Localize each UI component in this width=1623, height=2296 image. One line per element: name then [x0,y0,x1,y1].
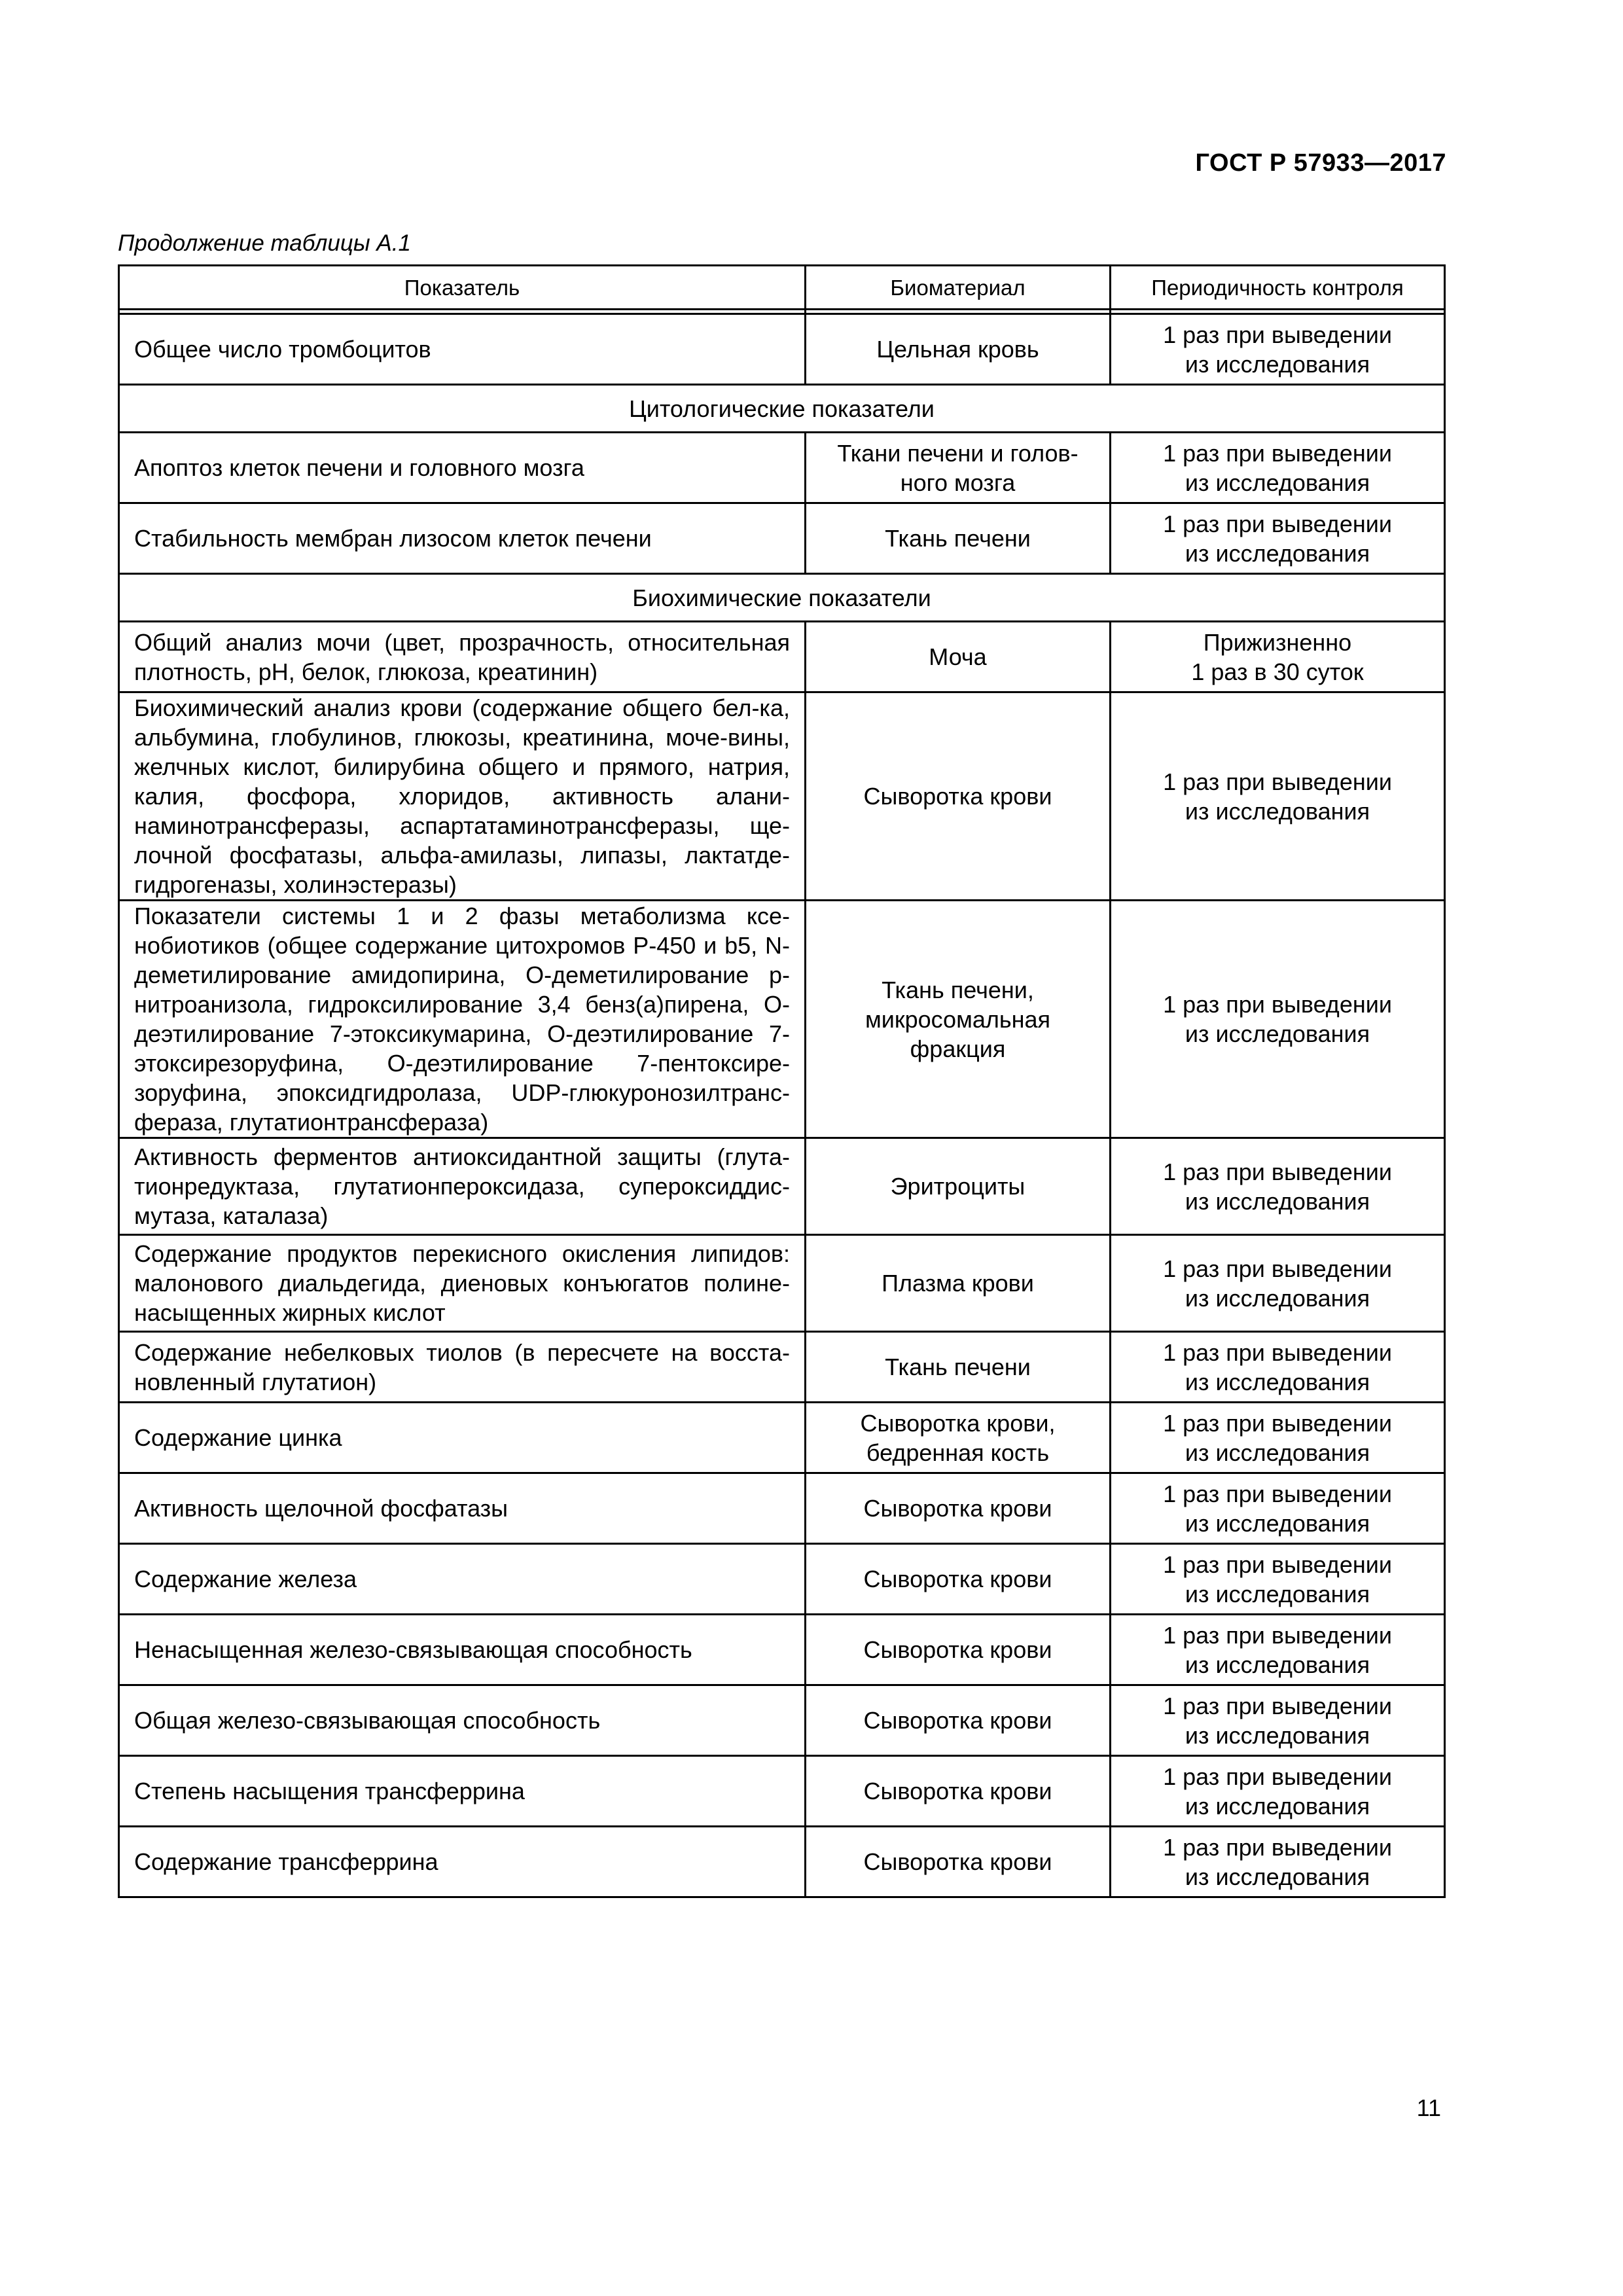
biomaterial-cell: Сыворотка крови [806,1756,1111,1827]
biomaterial-cell: Эритроциты [806,1138,1111,1235]
table-row [119,503,1445,574]
biomaterial-cell: Моча [806,622,1111,692]
biomaterial-cell: Сыворотка крови [806,1615,1111,1685]
biomaterial-cell: Сыворотка крови [806,692,1111,901]
table-row [119,622,1445,692]
indicator-cell: Содержание трансферрина [119,1827,806,1897]
table-caption: Продолжение таблицы А.1 [118,230,411,256]
indicator-cell: Общее число тромбоцитов [119,314,806,385]
table-row [119,901,1445,1138]
table-row [119,1615,1445,1685]
table-row [119,1138,1445,1235]
indicator-cell: Содержание небелковых тиолов (в пересчете на восста-новленный глутатион) [119,1332,806,1403]
indicator-cell: Стабильность мембран лизосом клеток печени [119,503,806,574]
page-number: 11 [1416,2094,1441,2121]
section-row [119,385,1445,433]
indicator-cell: Содержание цинка [119,1403,806,1473]
biomaterial-cell: Сыворотка крови [806,1827,1111,1897]
biomaterial-cell: Сыворотка крови [806,1473,1111,1544]
period-cell: 1 раз при выведении из исследования [1111,1615,1445,1685]
period-cell: 1 раз при выведении из исследования [1111,901,1445,1138]
table-row [119,1685,1445,1756]
indicator-cell: Общий анализ мочи (цвет, прозрачность, относительная плотность, pH, белок, глюкоза, креатинин) [119,622,806,692]
column-header-period: Периодичность контроля [1111,266,1445,310]
biomaterial-cell: Цельная кровь [806,314,1111,385]
biomaterial-cell: Сыворотка крови [806,1544,1111,1615]
period-cell: 1 раз при выведении из исследования [1111,433,1445,503]
period-cell: 1 раз при выведении из исследования [1111,314,1445,385]
table-body [119,310,1445,1897]
header-separator [119,310,1445,314]
period-cell: 1 раз при выведении из исследования [1111,1685,1445,1756]
column-header-biomaterial: Биоматериал [806,266,1111,310]
indicator-cell: Активность ферментов антиоксидантной защиты (глута-тионредуктаза, глутатионпероксидаза, супероксиддис-мутаза, каталаза) [119,1138,806,1235]
indicator-cell: Активность щелочной фосфатазы [119,1473,806,1544]
table-row [119,1544,1445,1615]
period-cell: 1 раз при выведении из исследования [1111,1235,1445,1332]
period-cell: Прижизненно 1 раз в 30 суток [1111,622,1445,692]
biomaterial-cell: Ткань печени [806,503,1111,574]
period-cell: 1 раз при выведении из исследования [1111,1332,1445,1403]
table-row [119,433,1445,503]
indicator-cell: Ненасыщенная железо-связывающая способность [119,1615,806,1685]
indicator-cell: Содержание железа [119,1544,806,1615]
period-cell: 1 раз при выведении из исследования [1111,1756,1445,1827]
biomaterial-cell: Ткани печени и голов- ного мозга [806,433,1111,503]
indicator-cell: Биохимический анализ крови (содержание общего бел-ка, альбумина, глобулинов, глюкозы, креатинина, моче-вины, желчных кислот, билирубина общего и прямого, натрия, калия, фосфора, хлоридов, активность алани-наминотрансферазы, аспартатаминотрансферазы, ще-лочной фосфатазы, альфа-амилазы, липазы, лактатде-гидрогеназы, холинэстеразы) [119,692,806,901]
table-row [119,1403,1445,1473]
biomaterial-cell: Сыворотка крови, бедренная кость [806,1403,1111,1473]
indicator-cell: Общая железо-связывающая способность [119,1685,806,1756]
period-cell: 1 раз при выведении из исследования [1111,503,1445,574]
table-row [119,1235,1445,1332]
section-row [119,574,1445,622]
table-row [119,1473,1445,1544]
table-row [119,692,1445,901]
indicator-cell: Степень насыщения трансферрина [119,1756,806,1827]
biomaterial-cell: Плазма крови [806,1235,1111,1332]
period-cell: 1 раз при выведении из исследования [1111,1473,1445,1544]
indicator-cell: Апоптоз клеток печени и головного мозга [119,433,806,503]
column-header-indicator: Показатель [119,266,806,310]
period-cell: 1 раз при выведении из исследования [1111,1138,1445,1235]
table-row [119,1332,1445,1403]
document-code: ГОСТ Р 57933—2017 [1195,149,1446,177]
section-title: Цитологические показатели [119,385,1445,433]
table-row [119,1827,1445,1897]
period-cell: 1 раз при выведении из исследования [1111,692,1445,901]
biomaterial-cell: Ткань печени [806,1332,1111,1403]
indicator-cell: Показатели системы 1 и 2 фазы метаболизма ксе-нобиотиков (общее содержание цитохромов Р-450 и b5, N-деметилирование амидопирина, О-деметилирование p-нитроанизола, гидроксилирование 3,4 бенз(а)пирена, О-деэтилирование 7-этоксикумарина, О-деэтилирование 7-этоксирезоруфина, О-деэтилирование 7-пентоксире-зоруфина, эпоксидгидролаза, UDP-глюкуронозилтранс-фераза, глутатионтрансфераза) [119,901,806,1138]
period-cell: 1 раз при выведении из исследования [1111,1403,1445,1473]
biomaterial-cell: Ткань печени, микросомальная фракция [806,901,1111,1138]
indicator-cell: Содержание продуктов перекисного окисления липидов: малонового диальдегида, диеновых конъюгатов полине-насыщенных жирных кислот [119,1235,806,1332]
period-cell: 1 раз при выведении из исследования [1111,1544,1445,1615]
table-row [119,314,1445,385]
table-row [119,1756,1445,1827]
section-title: Биохимические показатели [119,574,1445,622]
period-cell: 1 раз при выведении из исследования [1111,1827,1445,1897]
indicators-table [118,264,1446,1898]
table-header-row [119,266,1445,310]
biomaterial-cell: Сыворотка крови [806,1685,1111,1756]
